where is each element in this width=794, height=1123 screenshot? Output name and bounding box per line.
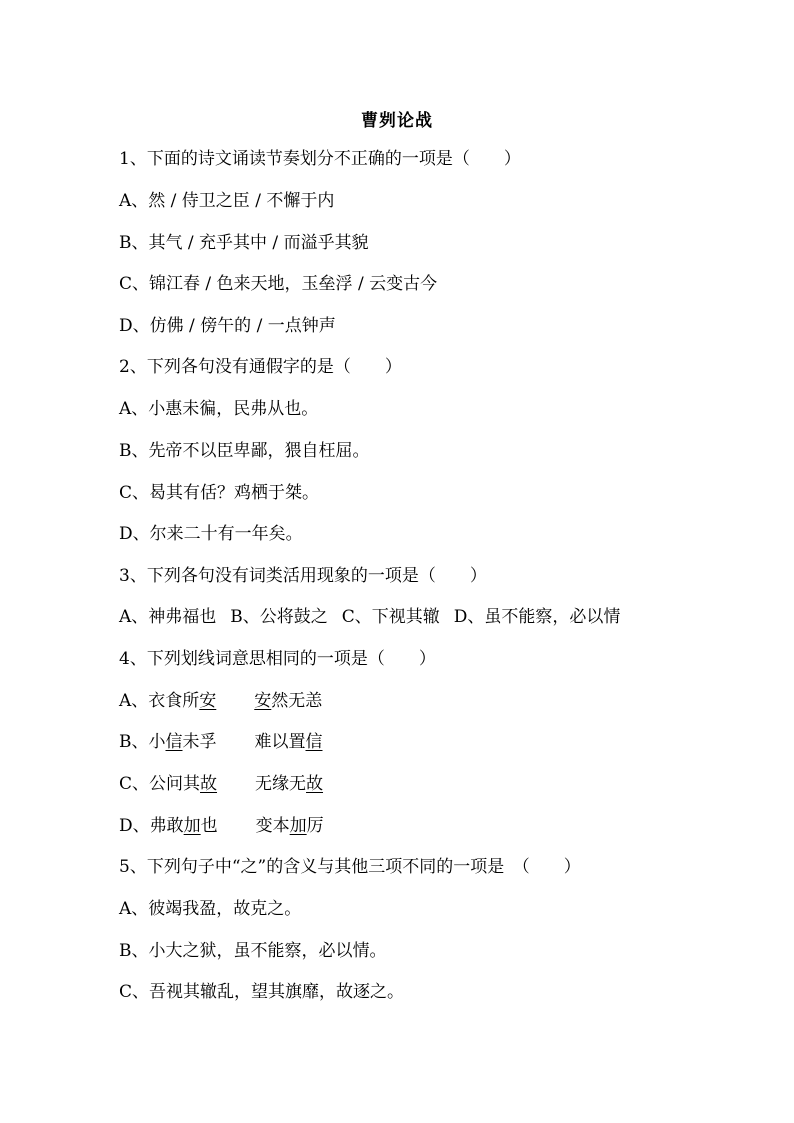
question-2-option-a: A、小惠未徧，民弗从也。 [119,399,319,419]
page-title: 曹刿论战 [361,111,433,131]
underlined-word: 加 [289,816,307,836]
question-3-option-d: D、虽不能察，必以情 [453,607,621,627]
question-2-option-c: C、曷其有佸？鸡栖于桀。 [119,483,320,503]
question-1-option-a: A、然 / 侍卫之臣 / 不懈于内 [119,191,335,211]
question-5-stem: 5、下列句子中“之”的含义与其他三项不同的一项是 （ ） [119,857,581,877]
question-3-options [119,606,620,628]
question-4-stem: 4、下列划线词意思相同的一项是（ ） [119,649,436,669]
underlined-word: 安 [254,691,272,711]
question-4-option-d: D、弗敢加也 变本加厉 [119,816,324,836]
question-1-option-c: C、锦江春 / 色来天地，玉垒浮 / 云变古今 [119,274,438,294]
question-2-option-b: B、先帝不以臣卑鄙，猥自枉屈。 [119,441,370,461]
question-3-option-b: B、公将鼓之 [230,607,328,627]
underlined-word: 故 [306,774,324,794]
underlined-word: 信 [165,732,183,752]
underlined-word: 信 [305,732,323,752]
underlined-word: 加 [183,816,201,836]
question-5-option-c: C、吾视其辙乱，望其旗靡，故逐之。 [119,982,405,1002]
question-1-option-d: D、仿佛 / 傍午的 / 一点钟声 [119,316,336,336]
question-4-option-a: A、衣食所安 安然无恙 [119,691,323,711]
question-2-stem: 2、下列各句没有通假字的是（ ） [119,357,402,377]
question-5-option-b: B、小大之狱，虽不能察，必以情。 [119,941,387,961]
question-3-option-a: A、神弗福也 [119,607,217,627]
question-2-option-d: D、尔来二十有一年矣。 [119,524,303,544]
question-3-option-c: C、下视其辙 [341,607,440,627]
question-1-option-b: B、其气 / 充乎其中 / 而溢乎其貌 [119,233,369,253]
underlined-word: 故 [200,774,218,794]
question-3-stem: 3、下列各句没有词类活用现象的一项是（ ） [119,566,487,586]
underlined-word: 安 [199,691,217,711]
question-5-option-a: A、彼竭我盈，故克之。 [119,899,302,919]
question-1-stem: 1、下面的诗文诵读节奏划分不正确的一项是（ ） [119,149,521,169]
question-4-option-b: B、小信未孚 难以置信 [119,732,323,752]
question-4-option-c: C、公问其故 无缘无故 [119,774,324,794]
